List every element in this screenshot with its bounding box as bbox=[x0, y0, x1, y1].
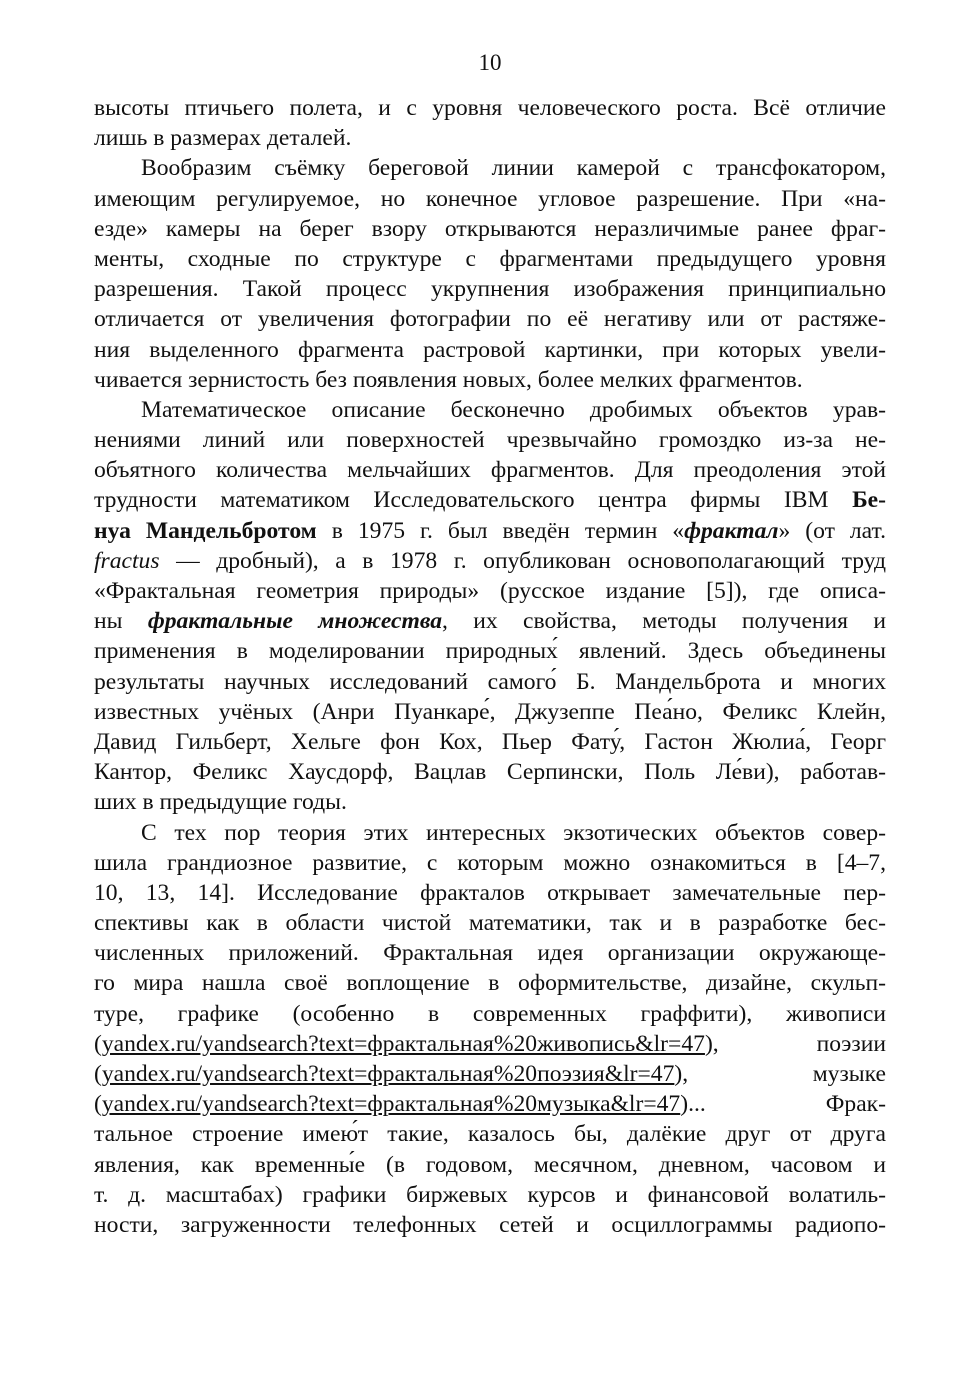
text-segment: ), музыке bbox=[674, 1061, 886, 1087]
text-segment: )... Фрак- bbox=[680, 1091, 886, 1118]
text-segment: ших в предыдущие годы. bbox=[94, 789, 347, 816]
text-segment: разрешения. Такой процесс укрупнения изображения принципиально bbox=[94, 276, 886, 303]
text-segment: в 1975 г. был введён термин « bbox=[316, 517, 685, 544]
text-line bbox=[94, 1150, 886, 1180]
text-segment: » (от лат. bbox=[778, 517, 886, 544]
text-line bbox=[94, 425, 886, 455]
text-line bbox=[94, 1119, 886, 1149]
text-segment: лишь в размерах деталей. bbox=[94, 125, 352, 152]
text-segment: объятного количества мельчайших фрагментов. Для преодоления этой bbox=[94, 457, 886, 484]
text-line bbox=[94, 153, 886, 183]
text-line bbox=[94, 93, 886, 123]
text-segment: т. д. масштабах) графики биржевых курсов и финансовой волатиль- bbox=[94, 1181, 886, 1208]
text-segment: С тех пор теория этих интересных экзотических объектов совер- bbox=[141, 819, 886, 846]
text-segment: — дробный), а в 1978 г. опубликован основополагающий труд bbox=[159, 547, 886, 574]
text-line bbox=[94, 335, 886, 365]
text-line bbox=[94, 123, 886, 153]
page-number: 10 bbox=[478, 50, 502, 75]
text-line bbox=[94, 214, 886, 244]
search-link[interactable]: yandex.ru/yandsearch?text=фрактальная%20поэзия&lr=47 bbox=[101, 1061, 675, 1087]
text-line bbox=[94, 727, 886, 757]
text-segment: шила грандиозное развитие, с которым можно ознакомиться в [4–7, bbox=[94, 849, 886, 876]
bold-italic-term: фрактальные множества bbox=[147, 608, 443, 635]
text-line bbox=[94, 1180, 886, 1210]
text-segment: Вообразим съёмку береговой линии камерой с трансфокатором, bbox=[141, 155, 886, 182]
text-segment: туре, графике (особенно в современных граффити), живописи bbox=[94, 1000, 886, 1027]
text-line bbox=[94, 697, 886, 727]
text-line bbox=[94, 304, 886, 334]
text-segment: «Фрактальная геометрия природы» (русское издание [5]), где описа- bbox=[94, 578, 886, 604]
text-line bbox=[94, 1059, 886, 1089]
text-segment: 10, 13, 14]. Исследование фракталов открывает замечательные пер- bbox=[94, 879, 886, 906]
text-segment: чивается зернистость без появления новых, более мелких фрагментов. bbox=[94, 366, 803, 393]
text-segment: ния выделенного фрагмента растровой картинки, при которых увели- bbox=[94, 336, 886, 363]
bold-italic-term: фрактал bbox=[684, 517, 779, 544]
text-line bbox=[94, 757, 886, 787]
text-line bbox=[94, 455, 886, 485]
text-line bbox=[94, 274, 886, 304]
text-segment: применения в моделировании природных́ явлений. Здесь объединены bbox=[94, 638, 886, 665]
text-segment: имеющим регулируемое, но конечное угловое разрешение. При «на- bbox=[94, 185, 886, 212]
text-segment: ( bbox=[94, 1030, 102, 1057]
text-segment: явления, как временны́е (в годовом, месячном, дневном, часовом и bbox=[94, 1151, 886, 1178]
text-segment: ), поэзии bbox=[704, 1030, 886, 1057]
text-line bbox=[94, 244, 886, 274]
text-line bbox=[94, 365, 886, 395]
text-line bbox=[94, 395, 886, 425]
text-line bbox=[94, 1089, 886, 1119]
text-line bbox=[94, 999, 886, 1029]
text-line bbox=[94, 184, 886, 214]
text-line bbox=[94, 516, 886, 546]
text-segment: Кантор, Феликс Хаусдорф, Вацлав Серпински, Поль Ле́ви), работав- bbox=[94, 759, 886, 786]
text-segment: результаты научных исследований самого́ Б. Мандельброта и многих bbox=[94, 668, 886, 695]
body-text bbox=[94, 93, 886, 1240]
text-segment: тальное строение имею́т такие, казалось бы, далёкие друг от друга bbox=[94, 1121, 886, 1148]
text-segment: ности, загруженности телефонных сетей и осциллограммы радиопо- bbox=[94, 1211, 886, 1238]
text-segment: езде» камеры на берег взору открываются неразличимые ранее фраг- bbox=[94, 215, 886, 242]
bold-text: нуа Мандельбротом bbox=[94, 517, 317, 544]
text-segment: ны bbox=[94, 608, 148, 635]
text-line bbox=[94, 1029, 886, 1059]
text-line bbox=[94, 636, 886, 666]
text-line bbox=[94, 546, 886, 576]
text-segment: го мира нашла своё воплощение в оформительстве, дизайне, скульп- bbox=[94, 970, 886, 997]
text-segment: менты, сходные по структуре с фрагментами предыдущего уровня bbox=[94, 245, 886, 272]
text-line bbox=[94, 1210, 886, 1240]
text-line bbox=[94, 908, 886, 938]
text-segment: известных учёных (Анри Пуанкаре́, Джузеппе Пеа́но, Феликс Клейн, bbox=[94, 698, 886, 725]
text-line bbox=[94, 485, 886, 515]
italic-text: fractus bbox=[94, 547, 160, 574]
text-segment: нениями линий или поверхностей чрезвычайно громоздко из-за не- bbox=[94, 427, 886, 454]
text-line bbox=[94, 787, 886, 817]
text-segment: Давид Гильберт, Хельге фон Кох, Пьер Фату́, Гастон Жюлиа́, Георг bbox=[94, 728, 886, 755]
text-segment: высоты птичьего полета, и с уровня человеческого роста. Всё отличие bbox=[94, 95, 886, 121]
text-segment: спективы как в области чистой математики, так и в разработке бес- bbox=[94, 910, 886, 937]
search-link[interactable]: yandex.ru/yandsearch?text=фрактальная%20музыка&lr=47 bbox=[101, 1091, 681, 1118]
text-line bbox=[94, 606, 886, 636]
text-line bbox=[94, 968, 886, 998]
text-segment: , их свойства, методы получения и bbox=[442, 608, 886, 635]
text-line bbox=[94, 848, 886, 878]
text-line bbox=[94, 878, 886, 908]
text-segment: численных приложений. Фрактальная идея организации окружающе- bbox=[94, 940, 886, 967]
bold-text: Бе- bbox=[852, 487, 886, 514]
text-segment: отличается от увеличения фотографии по её негативу или от растяже- bbox=[94, 306, 886, 333]
text-line bbox=[94, 667, 886, 697]
text-line bbox=[94, 938, 886, 968]
text-segment: ( bbox=[94, 1061, 102, 1087]
text-segment: Математическое описание бесконечно дробимых объектов урав- bbox=[141, 396, 886, 423]
text-line bbox=[94, 576, 886, 606]
text-line bbox=[94, 818, 886, 848]
text-segment: ( bbox=[94, 1091, 102, 1118]
search-link[interactable]: yandex.ru/yandsearch?text=фрактальная%20живопись&lr=47 bbox=[101, 1030, 705, 1057]
text-segment: трудности математиком Исследовательского центра фирмы IBM bbox=[94, 487, 853, 514]
